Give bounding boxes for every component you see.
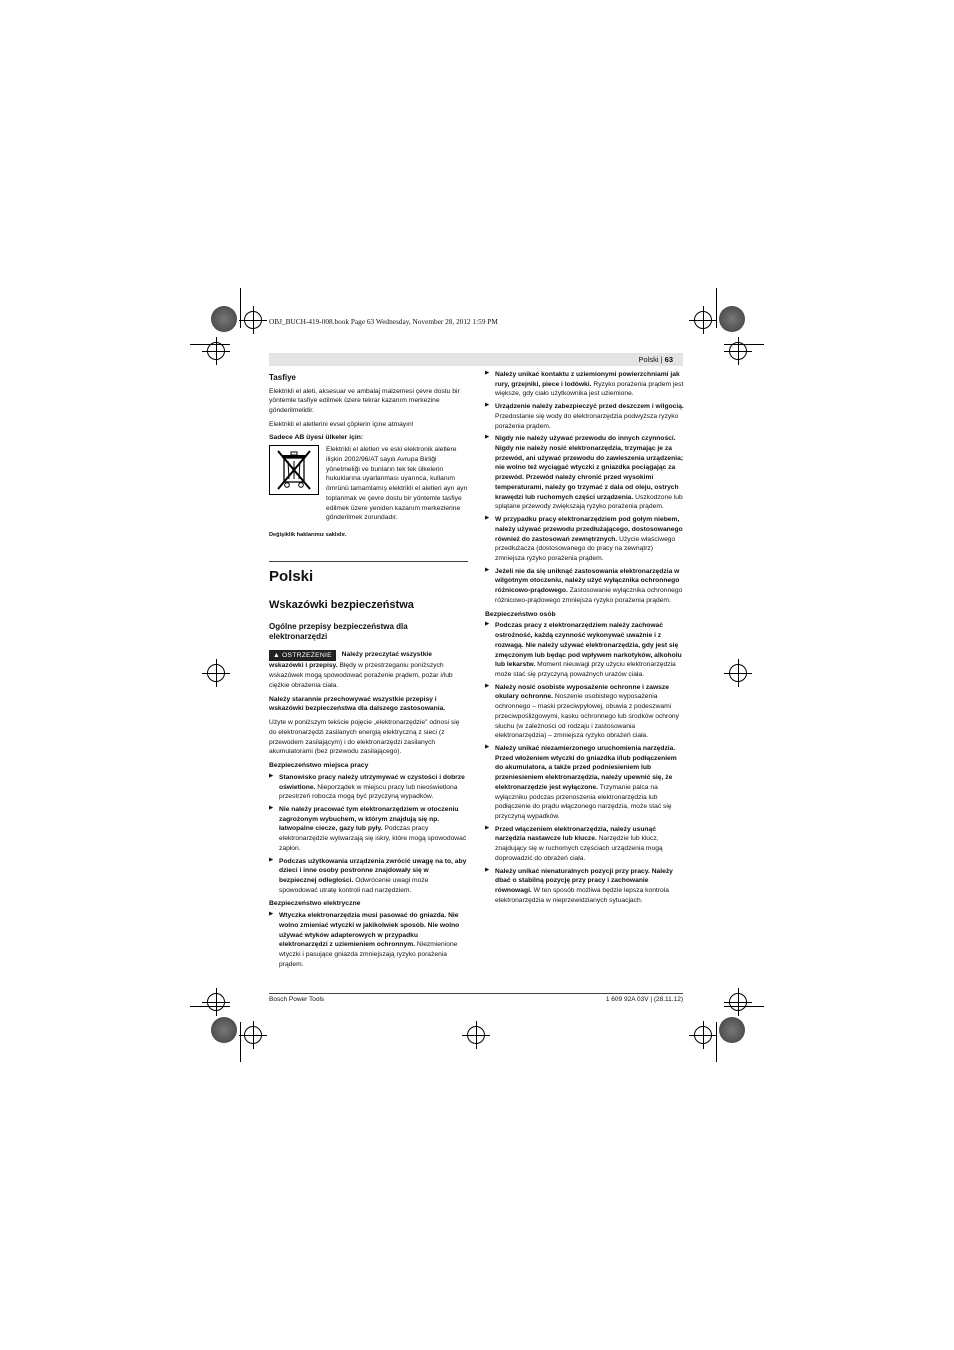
weee-block	[269, 445, 468, 529]
list-item: ▶ Urządzenie należy zabezpieczyć przed deszczem i wilgocią. Przedostanie się wody do elektronarzędzia podwyższa ryzyko porażenia prądem.	[485, 402, 684, 431]
registration-target	[729, 342, 747, 360]
list-item: ▶ Podczas pracy z elektronarzędziem należy zachować ostrożność, każdą czynność wykonywać uważnie i z rozwagą. Nie należy używać elektronarzędzia, gdy jest się zmęczonym lub będąc pod wpływem narkotyków, alkoholu lub lekarstw. Moment nieuwagi przy użyciu elektronarzędzia może stać się przyczyną poważnych urazów ciała.	[485, 621, 684, 679]
safety-heading: Wskazówki bezpieczeństwa	[269, 598, 414, 611]
workplace-heading: Bezpieczeństwo miejsca pracy	[269, 761, 369, 769]
keep-instructions: Należy starannie przechowywać wszystkie przepisy i wskazówki bezpieczeństwa dla dalszego zastosowania.	[269, 695, 446, 713]
registration-target	[729, 993, 747, 1011]
list-item: ▶ Podczas użytkowania urządzenia zwrócić uwagę na to, aby dzieci i inne osoby postronne znajdowały się w bezpiecznej odległości. Odwrócenie uwagi może spowodować utratę kontroli nad narzędziem.	[269, 857, 468, 896]
persons-list	[485, 621, 684, 905]
persons-heading: Bezpieczeństwo osób	[485, 610, 556, 618]
registration-target	[207, 664, 225, 682]
list-item: ▶ Wtyczka elektronarzędzia musi pasować do gniazda. Nie wolno zmieniać wtyczki w jakikolwiek sposób. Nie wolno używać wtyków adapterowych w przypadku elektronarzędzi z uziemieniem ochronnym. Niezmienione wtyczki i pasujące gniazda zmniejszają ryzyko porażenia prądem.	[269, 911, 468, 969]
list-item: ▶ Jeżeli nie da się uniknąć zastosowania elektronarzędzia w wilgotnym otoczeniu, należy użyć wyłącznika ochronnego różnicowo-prądowego. Zastosowanie wyłącznika ochronnego różnicowo-prądowego zmniejsza ryzyko porażenia prądem.	[485, 567, 684, 606]
list-item: ▶ W przypadku pracy elektronarzędziem pod gołym niebem, należy używać przewodu przedłużającego, dostosowanego również do zastosowań zewnętrznych. Użycie właściwego przedłużacza (dostosowanego do pracy na zewnątrz) zmniejsza ryzyko porażenia prądem.	[485, 515, 684, 564]
section-divider	[269, 561, 468, 562]
footer-publisher: Bosch Power Tools	[269, 996, 325, 1003]
list-item: ▶ Należy unikać nienaturalnych pozycji przy pracy. Należy dbać o stabilną pozycję przy pracy i zachowanie równowagi. W ten sposób możliwa będzie lepsza kontrola elektronarzędzia w nieprzewidzianych sytuacjach.	[485, 867, 684, 906]
right-column	[485, 370, 684, 910]
page-footer	[269, 993, 683, 1003]
tasfiye-heading: Tasfiye	[269, 373, 296, 382]
warning-badge: ▲ OSTRZEŻENIE	[269, 650, 336, 662]
list-item: ▶ Należy unikać kontaktu z uziemionymi powierzchniami jak rury, grzejniki, piece i lodówki. Ryzyko porażenia prądem jest większe, gdy ciało użytkownika jest uziemione.	[485, 370, 684, 399]
warning-paragraph	[269, 650, 468, 691]
registration-target	[694, 311, 712, 329]
registration-target	[244, 1026, 262, 1044]
tasfiye-paragraph: Elektrikli el aleti, aksesuar ve ambalaj malzemesi çevre dostu bir yöntemle tasfiye edilmek üzere tekrar kazanım merkezine gönderilmelidir.	[269, 387, 460, 415]
registration-target	[694, 1026, 712, 1044]
warning-bold: Należy przeczytać wszystkie wskazówki i przepisy.	[269, 650, 433, 670]
registration-dot	[211, 1017, 237, 1043]
term-definition: Użyte w poniższym tekście pojęcie „elektronarzędzie" odnosi się do elektronarzędzi zasilanych energią elektryczną z sieci (z przewodem zasilającym) i do elektronarzędzi zasilanych akumulatorami (bez przewodu zasilającego).	[269, 719, 460, 756]
page-language: Polski	[638, 355, 659, 364]
electrical-list	[269, 911, 468, 969]
left-column	[269, 370, 468, 974]
registration-target	[467, 1026, 485, 1044]
crop-mark	[240, 1022, 241, 1062]
changes-note: Değişiklik haklarımız saklıdır.	[269, 532, 347, 539]
page-number: 63	[664, 355, 673, 364]
registration-target	[207, 342, 225, 360]
eu-paragraph: Elektrikli el aletleri ve eski elektronik aletlere ilişkin 2002/96/AT sayılı Avrupa Birliği yönetmeliği ve bunların tek tek ülkelerin hukuklarına uyarlanması uyarınca, kullanım ömrünü tamamlamış elektrikli el aletleri ayrı ayrı toplanmak ve çevre dostu bir yöntemle tasfiye edilmek üzere yeniden kazanım merkezlerine gönderilmek zorundadır.	[326, 446, 468, 522]
list-item: ▶ Nie należy pracować tym elektronarzędziem w otoczeniu zagrożonym wybuchem, w którym znajdują się np. łatwopalne ciecze, gazy lub pyły. Podczas pracy elektronarzędzie wytwarzają się iskry, które mogą spowodować zapłon.	[269, 805, 468, 854]
eu-heading: Sadece AB üyesi ülkeler için:	[269, 434, 364, 442]
tasfiye-paragraph: Elektrikli el aletlerini evsel çöplerin içine atmayın!	[269, 420, 414, 428]
list-item: ▶ Należy nosić osobiste wyposażenie ochronne i zawsze okulary ochronne. Noszenie osobistego wyposażenia ochronnego – maski przeciwpyłowej, obuwia z podeszwami przeciwpoślizgowymi, kasku ochronnego lub środków ochrony słuchu (w zależności od rodzaju i zastosowania elektronarzędzia) – zmniejsza ryzyko obrażeń ciała.	[485, 683, 684, 741]
page-header: Polski | 63	[269, 353, 683, 366]
electrical-list-continued	[485, 370, 684, 606]
registration-target	[244, 311, 262, 329]
registration-dot	[211, 306, 237, 332]
crop-mark	[240, 288, 241, 328]
footer-doc-number: 1 609 92A 03V | (28.11.12)	[605, 996, 683, 1003]
general-safety-heading: Ogólne przepisy bezpieczeństwa dla elektronarzędzi	[269, 621, 408, 642]
registration-dot	[719, 306, 745, 332]
electrical-heading: Bezpieczeństwo elektryczne	[269, 900, 361, 908]
list-item: ▶ Przed włączeniem elektronarzędzia, należy usunąć narzędzia nastawcze lub klucze. Narzędzie lub klucz, znajdujący się w ruchomych częściach urządzenia mogą doprowadzić do obrażeń ciała.	[485, 825, 684, 864]
language-heading: Polski	[269, 568, 314, 586]
registration-target	[729, 664, 747, 682]
crop-mark	[716, 1022, 717, 1062]
crossed-bin-icon	[269, 445, 319, 495]
workplace-list	[269, 773, 468, 896]
registration-target	[207, 993, 225, 1011]
warning-text: Błędy w przestrzeganiu poniższych wskazówek mogą spowodować porażenie prądem, pożar i/lub ciężkie obrażenia ciała.	[269, 662, 453, 689]
list-item: ▶ Nigdy nie należy używać przewodu do innych czynności. Nigdy nie należy nosić elektronarzędzia, trzymając je za przewód, ani używać przewodu do zawieszenia urządzenia; nie wolno też wyciągać wtyczki z gniazdka pociągając za przewód. Przewód należy chronić przed wysokimi temperaturami, należy go trzymać z dala od oleju, ostrych krawędzi lub ruchomych części urządzenia. Uszkodzone lub splątane przewody zwiększają ryzyko porażenia prądem.	[485, 434, 684, 512]
list-item: ▶ Należy unikać niezamierzonego uruchomienia narzędzia. Przed włożeniem wtyczki do gniazdka i/lub podłączeniem do akumulatora, a także przed podniesieniem lub przeniesieniem elektronarzędzia, należy upewnić się, że elektronarzędzie jest wyłączone. Trzymanie palca na wyłączniku podczas przenoszenia elektronarzędzia lub podłączenie do prądu włączonego narzędzia, może stać się przyczyną wypadków.	[485, 744, 684, 822]
list-item: ▶ Stanowisko pracy należy utrzymywać w czystości i dobrze oświetlone. Nieporządek w miejscu pracy lub nieoświetlona przestrzeń robocza mogą być przyczyną wypadków.	[269, 773, 468, 802]
registration-dot	[719, 1017, 745, 1043]
crop-mark	[716, 288, 717, 328]
print-header: OBJ_BUCH-419-008.book Page 63 Wednesday, November 28, 2012 1:59 PM	[269, 317, 498, 326]
